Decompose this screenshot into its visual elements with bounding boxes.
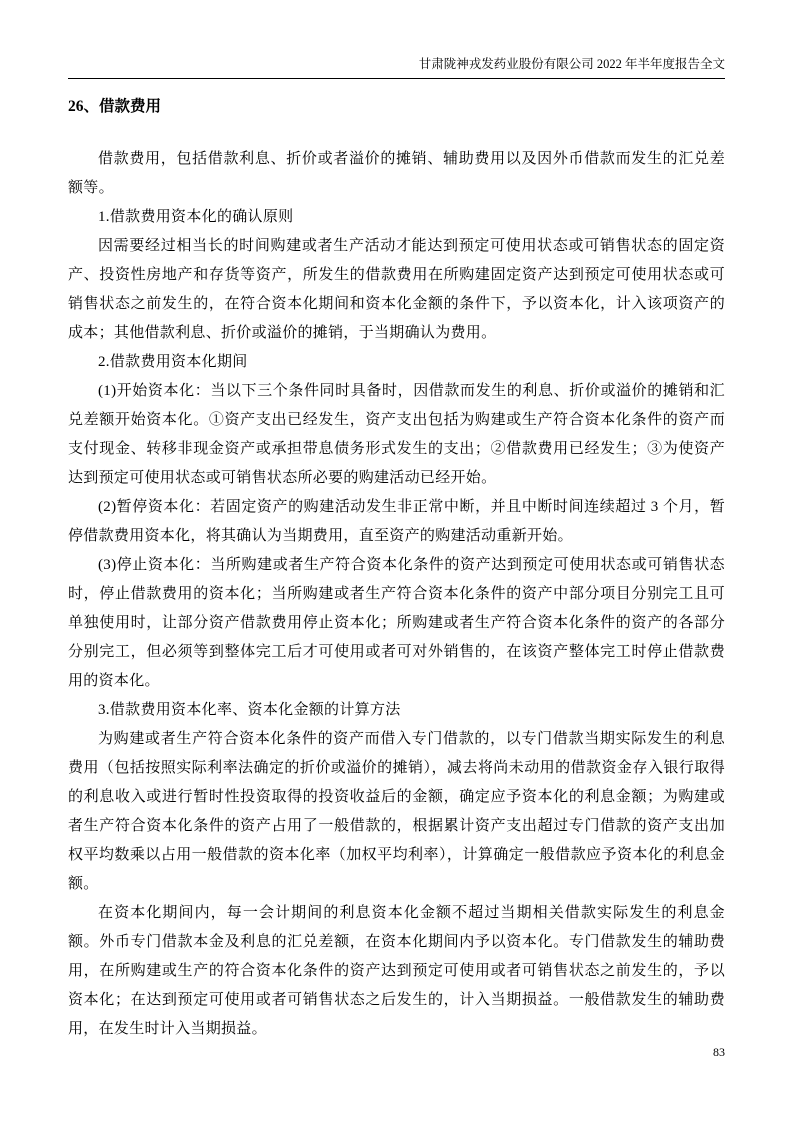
page-header: 甘肃陇神戎发药业股份有限公司 2022 年半年度报告全文 xyxy=(68,54,725,79)
paragraph-10: 在资本化期间内，每一会计期间的利息资本化金额不超过当期相关借款实际发生的利息金额。外币专门借款本金及利息的汇兑差额，在资本化期间内予以资本化。专门借款发生的辅助费用，在所购建或生产的符合资本化条件的资产达到预定可使用或者可销售状态之前发生的，予以资本化；在达到预定可使用或者可销售状态之后发生的，计入当期损益。一般借款发生的辅助费用，在发生时计入当期损益。 xyxy=(68,905,725,1037)
paragraph-7: (3)停止资本化：当所购建或者生产符合资本化条件的资产达到预定可使用状态或可销售状态时，停止借款费用的资本化；当所购建或者生产符合资本化条件的资产中部分项目分别完工且可单独使用时，让部分资产借款费用停止资本化；所购建或者生产符合资本化条件的资产的各部分分别完工，但必须等到整体完工后才可使用或者可对外销售的，在该资产整体完工时停止借款费用的资本化。 xyxy=(68,557,725,689)
section-title: 26、借款费用 xyxy=(68,98,162,115)
paragraph-9: 为购建或者生产符合资本化条件的资产而借入专门借款的，以专门借款当期实际发生的利息费用（包括按照实际利率法确定的折价或溢价的摊销），减去将尚未动用的借款资金存入银行取得的利息收入或进行暂时性投资取得的投资收益后的金额，确定应予资本化的利息金额；为购建或者生产符合资本化条件的资产占用了一般借款的，根据累计资产支出超过专门借款的资产支出加权平均数乘以占用一般借款的资本化率（加权平均利率），计算确定一般借款应予资本化的利息金额。 xyxy=(68,731,725,892)
paragraph-2: 1.借款费用资本化的确认原则 xyxy=(98,209,294,225)
paragraph-3: 因需要经过相当长的时间购建或者生产活动才能达到预定可使用状态或可销售状态的固定资产、投资性房地产和存货等资产，所发生的借款费用在所购建固定资产达到预定可使用状态或可销售状态之前发生的，在符合资本化期间和资本化金额的条件下，予以资本化，计入该项资产的成本；其他借款利息、折价或溢价的摊销，于当期确认为费用。 xyxy=(68,238,725,341)
page-number: 83 xyxy=(713,1045,725,1059)
paragraph-8: 3.借款费用资本化率、资本化金额的计算方法 xyxy=(98,702,401,718)
paragraph-6: (2)暂停资本化：若固定资产的购建活动发生非正常中断，并且中断时间连续超过 3 个月，暂停借款费用资本化，将其确认为当期费用，直至资产的购建活动重新开始。 xyxy=(68,499,725,544)
paragraph-1: 借款费用，包括借款利息、折价或者溢价的摊销、辅助费用以及因外币借款而发生的汇兑差额等。 xyxy=(68,151,725,196)
document-body xyxy=(68,92,725,1044)
paragraph-4: 2.借款费用资本化期间 xyxy=(98,354,248,370)
paragraph-5: (1)开始资本化：当以下三个条件同时具备时，因借款而发生的利息、折价或溢价的摊销和汇兑差额开始资本化。①资产支出已经发生，资产支出包括为购建或生产符合资本化条件的资产而支付现金、转移非现金资产或承担带息债务形式发生的支出；②借款费用已经发生；③为使资产达到预定可使用状态或可销售状态所必要的购建活动已经开始。 xyxy=(68,383,725,486)
